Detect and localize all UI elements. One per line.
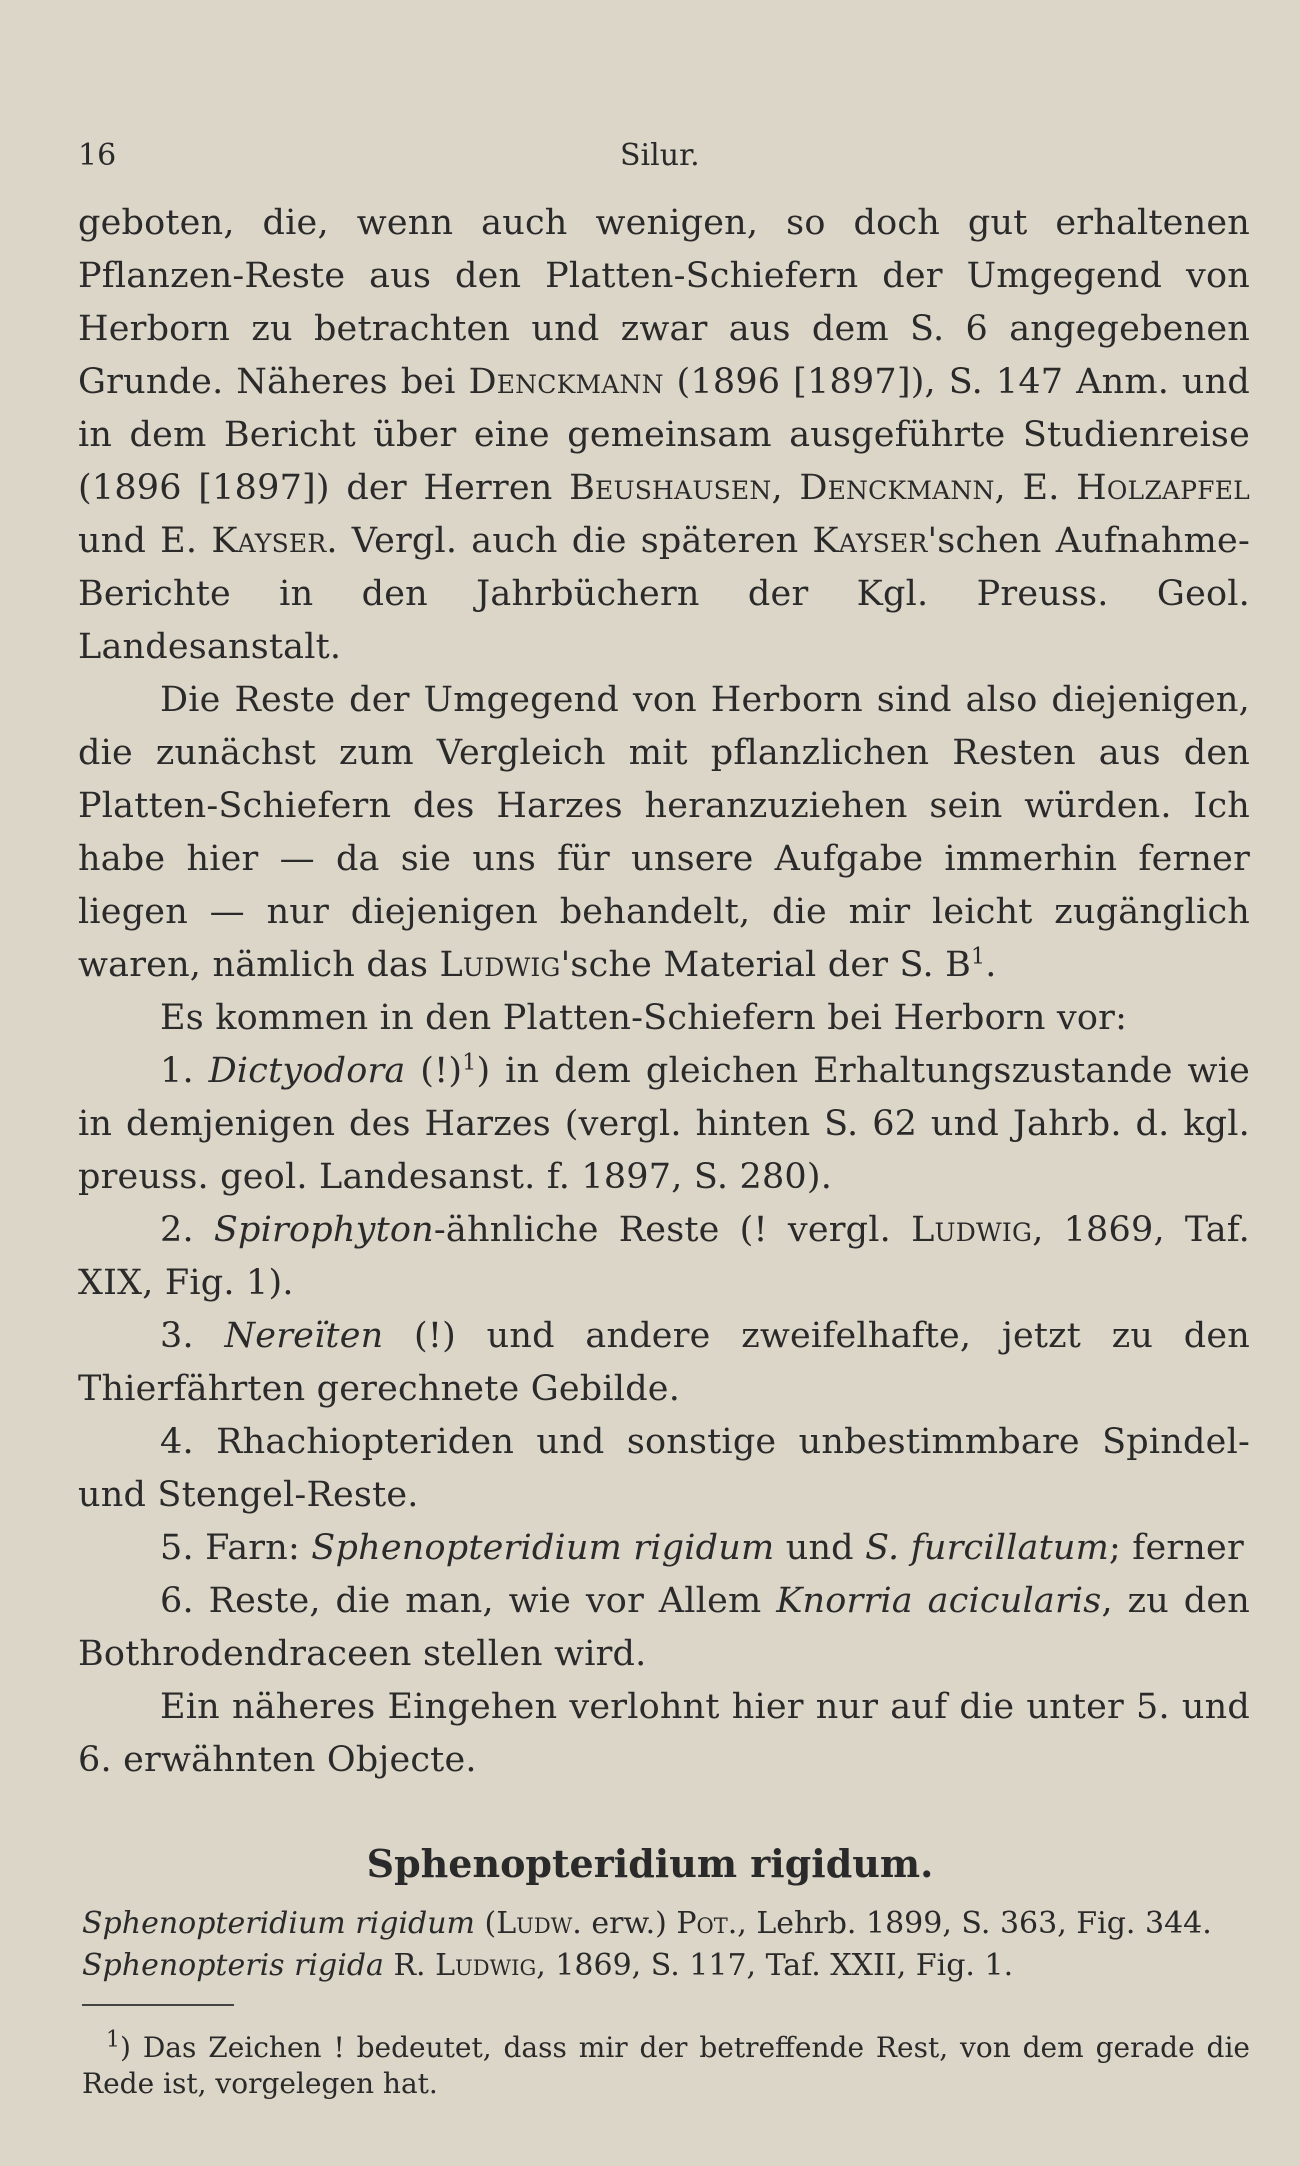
list-item-3: 3. Nereïten (!) und andere zweifelhafte, jetzt zu den Thierfährten gerechnete Gebilde. [78, 1316, 1250, 1409]
footnote-number: 1 [106, 2027, 120, 2053]
section-heading: Sphenopteridium rigidum. [366, 1841, 934, 1886]
running-title: Silur. [620, 138, 700, 173]
page-number: 16 [78, 138, 117, 173]
paragraph-2: Die Reste der Umgegend von Herborn sind also diejenigen, die zunächst zum Vergleich mit pflanzlichen Resten aus den Platten-Schiefern des Harzes heranzuziehen sein würden. Ich habe hier — da sie uns für unsere Aufgabe immerhin ferner liegen — nur diejenigen behandelt, die mir leicht zugänglich waren, nämlich das Ludwig'sche Material der S. $B^1$. [78, 680, 1250, 985]
list-item-4: 4. Rhachiopteriden und sonstige unbestimmbare Spindel- und Stengel-Reste. [78, 1422, 1250, 1515]
list-item-2: 2. Spirophyton-ähnliche Reste (! vergl. Ludwig, 1869, Taf. XIX, Fig. 1). [78, 1210, 1250, 1303]
synonymy-references [82, 1903, 1242, 1987]
list-item-1: 1. Dictyodora (!)$^1$) in dem gleichen Erhaltungszustande wie in demjenigen des Harzes (vergl. hinten S. 62 und Jahrb. d. kgl. preuss. geol. Landesanst. f. 1897, S. 280). [78, 1050, 1250, 1197]
list-item-6: 6. Reste, die man, wie vor Allem Knorria acicularis, zu den Bothrodendraceen stellen wird. [78, 1581, 1251, 1674]
body-text [78, 197, 1250, 1787]
reference-line-1: Sphenopteridium rigidum (Ludw. erw.) Pot., Lehrb. 1899, S. 363, Fig. 344. [82, 1906, 1212, 1941]
footnote-marker: 1 [971, 944, 986, 970]
paragraph-3: Es kommen in den Platten-Schiefern bei Herborn vor: [160, 998, 1128, 1038]
list-item-5: 5. Farn: Sphenopteridium rigidum und S. furcillatum; ferner [160, 1528, 1244, 1568]
footnote-marker: 1 [462, 1050, 477, 1076]
footnote: $^1$) Das Zeichen ! bedeutet, dass mir der betreffende Rest, von dem gerade die Rede ist, vorgelegen hat. [82, 2027, 1250, 2100]
reference-line-2: Sphenopteris rigida R. Ludwig, 1869, S. 117, Taf. XXII, Fig. 1. [82, 1948, 1014, 1983]
paragraph-1: geboten, die, wenn auch wenigen, so doch gut erhaltenen Pflanzen-Reste aus den Platten-Schiefern der Umgegend von Herborn zu betrachten und zwar aus dem S. 6 angegebenen Grunde. Näheres bei Denckmann (1896 [1897]), S. 147 Anm. und in dem Bericht über eine gemeinsam ausgeführte Studienreise (1896 [1897]) der Herren Beushausen, Denckmann, E. Holzapfel und E. Kayser. Vergl. auch die späteren Kayser'schen Aufnahme-Berichte in den Jahrbüchern der Kgl. Preuss. Geol. Landesanstalt. [78, 203, 1251, 667]
paragraph-4: Ein näheres Eingehen verlohnt hier nur auf die unter 5. und 6. erwähnten Objecte. [78, 1687, 1250, 1780]
footnote-rule [82, 2004, 234, 2006]
